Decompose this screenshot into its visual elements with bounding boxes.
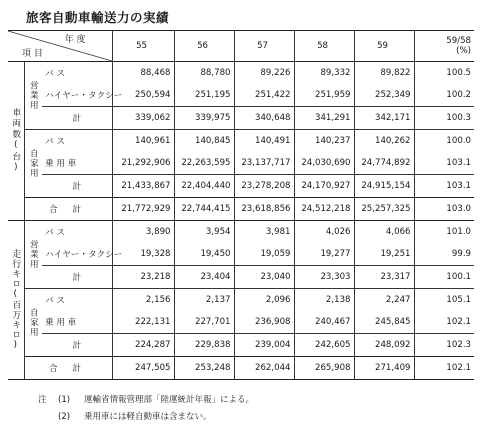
cell: 3,954 xyxy=(174,221,234,244)
cell: 252,349 xyxy=(354,84,414,107)
group-label-eigyo: 営業用 xyxy=(28,81,39,110)
cell: 339,062 xyxy=(112,107,174,130)
year-header: 58 xyxy=(294,31,354,62)
footnote xyxy=(38,409,254,426)
table-row xyxy=(8,84,474,107)
cell: 24,030,690 xyxy=(294,152,354,175)
row-label: ハイヤー・タクシー xyxy=(42,84,112,107)
cell: 2,137 xyxy=(174,289,234,312)
cell: 2,156 xyxy=(112,289,174,312)
cell: 265,908 xyxy=(294,357,354,380)
pct-cell: 100.5 xyxy=(446,68,472,78)
cell: 227,701 xyxy=(174,311,234,334)
cell: 19,277 xyxy=(294,243,354,266)
pct-header-top: 59/58 xyxy=(446,36,472,46)
cell: 21,292,906 xyxy=(112,152,174,175)
cell: 2,096 xyxy=(234,289,294,312)
cell: 253,248 xyxy=(174,357,234,380)
row-label: バ ス xyxy=(42,221,112,244)
cell: 23,404 xyxy=(174,266,234,289)
cell: 24,915,154 xyxy=(354,175,414,198)
table-row xyxy=(8,62,474,85)
cell: 23,317 xyxy=(354,266,414,289)
pct-cell: 103.1 xyxy=(446,158,472,168)
cell: 23,137,717 xyxy=(234,152,294,175)
row-label: 計 xyxy=(42,175,112,198)
row-label: 計 xyxy=(42,266,112,289)
cell: 3,981 xyxy=(234,221,294,244)
pct-cell: 102.1 xyxy=(414,357,474,380)
cell: 23,040 xyxy=(234,266,294,289)
cell: 89,226 xyxy=(234,62,294,85)
cell: 22,404,440 xyxy=(174,175,234,198)
row-label: バ ス xyxy=(42,62,112,85)
cell: 22,263,595 xyxy=(174,152,234,175)
cell: 2,138 xyxy=(294,289,354,312)
cell: 140,961 xyxy=(112,130,174,153)
cell: 229,838 xyxy=(174,334,234,357)
cell: 262,044 xyxy=(234,357,294,380)
cell: 88,468 xyxy=(112,62,174,85)
cell: 140,262 xyxy=(354,130,414,153)
cell: 2,247 xyxy=(354,289,414,312)
year-header: 56 xyxy=(174,31,234,62)
cell: 4,026 xyxy=(294,221,354,244)
table-row xyxy=(8,130,474,153)
cell: 251,959 xyxy=(294,84,354,107)
footnote xyxy=(38,392,254,409)
table-row-subtotal xyxy=(8,107,474,130)
footnote-marker: 注 xyxy=(38,395,47,405)
footnote-number: (1) xyxy=(58,395,71,405)
cell: 21,772,929 xyxy=(112,198,174,221)
pct-cell: 100.1 xyxy=(414,266,474,289)
cell: 339,975 xyxy=(174,107,234,130)
pct-cell: 102.3 xyxy=(414,334,474,357)
row-label: 合 計 xyxy=(24,198,112,221)
cell: 4,066 xyxy=(354,221,414,244)
cell: 251,195 xyxy=(174,84,234,107)
pct-cell: 102.1 xyxy=(446,317,472,327)
footnote-text: 運輸省情報管理部「陸運統計年報」による。 xyxy=(84,395,255,405)
cell: 19,251 xyxy=(354,243,414,266)
footnotes xyxy=(38,392,254,426)
group-label-eigyo: 営業用 xyxy=(28,240,39,269)
cell: 24,774,892 xyxy=(354,152,414,175)
cell: 24,512,218 xyxy=(294,198,354,221)
cell: 89,822 xyxy=(354,62,414,85)
pct-cell: 101.0 xyxy=(446,227,472,237)
pct-header xyxy=(414,31,474,62)
section-label-vehicles: 車両数(台) xyxy=(8,62,24,221)
cell: 88,780 xyxy=(174,62,234,85)
cell: 23,618,856 xyxy=(234,198,294,221)
table-row-subtotal xyxy=(8,334,474,357)
pct-cell: 103.1 xyxy=(414,175,474,198)
table-row xyxy=(8,152,474,175)
row-label: バ ス xyxy=(42,130,112,153)
table-row-total xyxy=(8,198,474,221)
year-header-label: 年 度 xyxy=(64,35,86,45)
year-header: 55 xyxy=(112,31,174,62)
cell: 25,257,325 xyxy=(354,198,414,221)
table-row-subtotal xyxy=(8,175,474,198)
group-label-jika: 自家用 xyxy=(24,289,42,357)
cell: 239,004 xyxy=(234,334,294,357)
cell: 222,131 xyxy=(112,311,174,334)
cell: 242,605 xyxy=(294,334,354,357)
cell: 24,170,927 xyxy=(294,175,354,198)
cell: 341,291 xyxy=(294,107,354,130)
cell: 89,332 xyxy=(294,62,354,85)
cell: 19,059 xyxy=(234,243,294,266)
year-header: 57 xyxy=(234,31,294,62)
cell: 247,505 xyxy=(112,357,174,380)
row-label: 計 xyxy=(42,107,112,130)
cell: 342,171 xyxy=(354,107,414,130)
table-row xyxy=(8,243,474,266)
cell: 340,648 xyxy=(234,107,294,130)
footnote-number: (2) xyxy=(58,412,71,422)
cell: 21,433,867 xyxy=(112,175,174,198)
row-label: 合 計 xyxy=(24,357,112,380)
row-label: 計 xyxy=(42,334,112,357)
row-label: 乗 用 車 xyxy=(42,311,112,334)
cell: 250,594 xyxy=(112,84,174,107)
pct-cell: 105.1 xyxy=(414,289,474,312)
cell: 236,908 xyxy=(234,311,294,334)
cell: 140,237 xyxy=(294,130,354,153)
row-label: 乗 用 車 xyxy=(42,152,112,175)
cell: 23,218 xyxy=(112,266,174,289)
table-row xyxy=(8,221,474,244)
table-title: 旅客自動車輸送力の実績 xyxy=(26,10,170,25)
cell: 19,450 xyxy=(174,243,234,266)
cell: 23,278,208 xyxy=(234,175,294,198)
cell: 140,845 xyxy=(174,130,234,153)
cell: 19,328 xyxy=(112,243,174,266)
table-row xyxy=(8,311,474,334)
group-label-jika: 自家用 xyxy=(24,130,42,198)
pct-cell: 103.0 xyxy=(414,198,474,221)
cell: 240,467 xyxy=(294,311,354,334)
table-row xyxy=(8,289,474,312)
row-label: ハイヤー・タクシー xyxy=(42,243,112,266)
cell: 271,409 xyxy=(354,357,414,380)
table-row-total xyxy=(8,357,474,380)
cell: 3,890 xyxy=(112,221,174,244)
pct-cell: 100.2 xyxy=(446,90,472,100)
cell: 22,744,415 xyxy=(174,198,234,221)
cell: 140,491 xyxy=(234,130,294,153)
section-label-km: 走行キロ(百万キロ) xyxy=(8,221,24,380)
cell: 224,287 xyxy=(112,334,174,357)
cell: 245,845 xyxy=(354,311,414,334)
cell: 251,422 xyxy=(234,84,294,107)
transport-table xyxy=(8,30,474,380)
pct-header-bottom: (%) xyxy=(456,46,472,56)
header-corner-cell xyxy=(8,31,112,62)
table-row-subtotal xyxy=(8,266,474,289)
row-label: バ ス xyxy=(42,289,112,312)
item-header-label: 項 目 xyxy=(22,49,43,59)
pct-cell: 100.0 xyxy=(414,130,474,153)
cell: 248,092 xyxy=(354,334,414,357)
pct-cell: 100.3 xyxy=(414,107,474,130)
cell: 23,303 xyxy=(294,266,354,289)
footnote-text: 乗用車には軽自動車は含まない。 xyxy=(84,412,212,422)
year-header: 59 xyxy=(354,31,414,62)
pct-cell: 99.9 xyxy=(451,249,472,259)
header-row xyxy=(8,31,474,62)
